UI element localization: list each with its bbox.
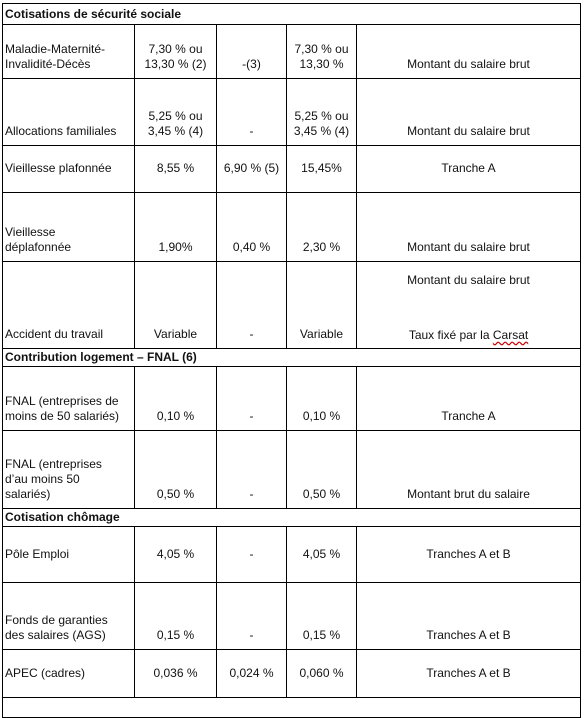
total-rate: 0,50 % [287,430,357,508]
employee-rate: -(3) [217,25,287,79]
employer-rate: 7,30 % ou 13,30 % (2) [135,25,217,79]
row-label: FNAL (entreprises de moins de 50 salariés) [3,367,135,431]
row-label: APEC (cadres) [3,650,135,698]
employee-rate: 0,40 % [217,193,287,262]
section-title: Cotisations de sécurité sociale [3,4,581,25]
table-row [3,583,581,650]
table-row [3,78,581,145]
employer-rate: 5,25 % ou 3,45 % (4) [135,78,217,145]
table-row [3,650,581,698]
total-rate: 2,30 % [287,193,357,262]
base: Tranches A et B [357,526,581,583]
carsat-word: Carsat [492,327,529,342]
employer-rate: 0,15 % [135,583,217,650]
row-label: Vieillesse déplafonnée [3,193,135,262]
section-title: Cotisation chômage [3,508,581,526]
employer-rate: 4,05 % [135,526,217,583]
base: Montant du salaire brut Taux fixé par la Carsat [357,261,581,348]
total-rate: 7,30 % ou 13,30 % [287,25,357,79]
table-row [3,526,581,583]
employer-rate: 0,50 % [135,430,217,508]
employee-rate: - [217,367,287,431]
table-row [3,145,581,193]
contributions-table [2,3,581,718]
employee-rate: - [217,261,287,348]
empty-cell [3,697,581,717]
total-rate: 15,45% [287,145,357,193]
employee-rate: 0,024 % [217,650,287,698]
total-rate: 0,060 % [287,650,357,698]
row-label: Fonds de garanties des salaires (AGS) [3,583,135,650]
employee-rate: 6,90 % (5) [217,145,287,193]
table-row [3,25,581,79]
row-label: Allocations familiales [3,78,135,145]
section-header-row [3,508,581,526]
total-rate: 0,15 % [287,583,357,650]
total-rate: 5,25 % ou 3,45 % (4) [287,78,357,145]
table-row [3,193,581,262]
base: Tranches A et B [357,583,581,650]
row-label: Vieillesse plafonnée [3,145,135,193]
section-header-row [3,4,581,25]
total-rate: 4,05 % [287,526,357,583]
section-header-row [3,348,581,366]
base: Montant du salaire brut [357,78,581,145]
base: Tranche A [357,367,581,431]
row-label: Maladie-Maternité- Invalidité-Décès [3,25,135,79]
total-rate: Variable [287,261,357,348]
base: Tranche A [357,145,581,193]
base: Montant du salaire brut [357,193,581,262]
table-row [3,261,581,348]
row-label: Accident du travail [3,261,135,348]
section-title: Contribution logement – FNAL (6) [3,348,581,366]
employer-rate: 0,036 % [135,650,217,698]
row-label: FNAL (entreprises d’au moins 50 salariés) [3,430,135,508]
trailing-row [3,697,581,717]
employer-rate: 0,10 % [135,367,217,431]
total-rate: 0,10 % [287,367,357,431]
base: Montant brut du salaire [357,430,581,508]
employee-rate: - [217,78,287,145]
employee-rate: - [217,430,287,508]
employee-rate: - [217,583,287,650]
employer-rate: 1,90% [135,193,217,262]
base: Montant du salaire brut [357,25,581,79]
row-label: Pôle Emploi [3,526,135,583]
employer-rate: 8,55 % [135,145,217,193]
table-row [3,367,581,431]
base: Tranches A et B [357,650,581,698]
table-row [3,430,581,508]
employer-rate: Variable [135,261,217,348]
employee-rate: - [217,526,287,583]
